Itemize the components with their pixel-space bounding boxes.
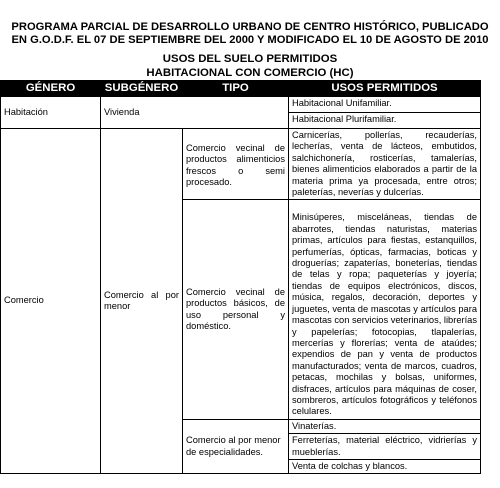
uso-cell: Habitacional Unifamiliar. [289, 97, 481, 113]
table-row [1, 97, 481, 113]
uso-cell: Venta de colchas y blancos. [289, 459, 481, 473]
tipo-cell: Comercio al por menor de especialidades. [183, 419, 289, 474]
uso-cell: Vinaterías. [289, 419, 481, 433]
column-header-genero: GÉNERO [1, 81, 101, 97]
document-title-line-1: PROGRAMA PARCIAL DE DESARROLLO URBANO DE CENTRO HISTÓRICO, PUBLICADO [11, 21, 489, 33]
land-use-table [0, 80, 481, 474]
uso-cell: Minisúperes, misceláneas, tiendas de abarrotes, tiendas naturistas, materias primas, artículos para fiestas, estanquillos, perfumerías, ópticas, farmacias, boticas y droguerías; zapaterías, boneterías, tiendas de telas y ropa; paqueterías y joyería; tiendas de equipos electrónicos, discos, música, regalos, decoración, deportes y juguetes, venta de mascotas y artículos para mascotas con servicios veterinarios, librerías y papelerías; fotocopias, tlapalerías, mercerías y florerías; venta de ataúdes; expendios de pan y venta de productos manufacturados; venta de marcos, cuadros, petacas, mochilas y bolsas, uniformes, disfraces, artículos para máquinas de coser, sombreros, artículos fotográficos y teléfonos celulares. [289, 200, 481, 419]
uso-cell: Ferreterías, material eléctrico, vidrierías y mueblerías. [289, 434, 481, 460]
column-header-tipo: TIPO [183, 81, 289, 97]
tipo-cell: Comercio vecinal de productos básicos, de uso personal y doméstico. [183, 200, 289, 419]
subgenero-cell: Comercio al por menor [101, 129, 183, 474]
tipo-cell: Comercio vecinal de productos alimenticios frescos o semi procesado. [183, 129, 289, 200]
uso-cell: Habitacional Plurifamiliar. [289, 113, 481, 129]
column-header-subgenero: SUBGÉNERO [101, 81, 183, 97]
genero-cell: Comercio [1, 129, 101, 474]
column-header-usos: USOS PERMITIDOS [289, 81, 481, 97]
document-title-line-2: EN G.O.D.F. EL 07 DE SEPTIEMBRE DEL 2000 Y MODIFICADO EL 10 DE AGOSTO DE 2010 [11, 34, 489, 46]
genero-cell: Habitación [1, 97, 101, 129]
table-subtitle: HABITACIONAL CON COMERCIO (HC) [146, 67, 354, 79]
table-title: USOS DEL SUELO PERMITIDOS [162, 53, 338, 65]
subgenero-cell: Vivienda [101, 97, 289, 129]
table-row [1, 129, 481, 200]
uso-cell: Carnicerías, pollerías, recauderías, lecherías, venta de lácteos, embutidos, salchichonería, rosticerías, tamalerías, bienes alimenticios elaborados a partir de la materia prima ya procesada, entre otros; paleterías, neverías y dulcerías. [289, 129, 481, 200]
table-header-row [1, 81, 481, 97]
